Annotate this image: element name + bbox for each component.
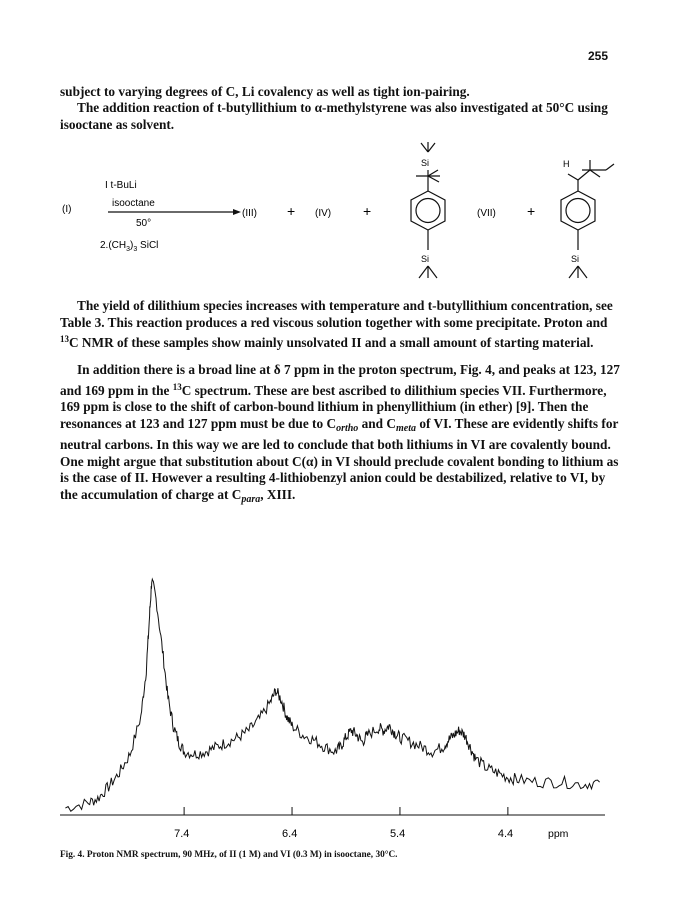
reagent-1: I t-BuLi <box>105 180 137 191</box>
spectrum-trace <box>65 579 599 811</box>
plus-2: + <box>363 203 372 219</box>
paragraph-1: subject to varying degrees of C, Li covalency as well as tight ion-pairing. <box>60 84 470 99</box>
reaction-scheme <box>40 140 640 290</box>
paragraph-4: In addition there is a broad line at δ 7 ppm in the proton spectrum, Fig. 4, and peaks at 123, 127 and 169 ppm in the $^{13}$C spectrum. These are best ascribed to dilithium species VII. Furthermore, 169 ppm is close to the shift of carbon-bound lithium in phenyllithium (in ether) [9]. Then the resonances at 123 and 127 ppm must be due to $C_{ortho}$ and $C_{meta}$ of VI. These are evidently shifts for neutral carbons. In this way we are led to conclude that both lithiums in VI are covalently bound. One might argue that substitution about C(α) in VI should preclude covalent bonding to lithium as is the case of II. However a resulting 4-lithiobenzyl anion could be destabilized, relative to VI, by the accumulation of charge at $C_{para}$, XIII. <box>60 362 620 505</box>
x-tick-label: 4.4 <box>497 828 514 840</box>
si-label-right: Si <box>571 254 580 264</box>
figure-caption: Fig. 4. Proton NMR spectrum, 90 MHz, of II (1 M) and VI (0.3 M) in isooctane, 30°C. <box>60 850 398 860</box>
page-number: 255 <box>588 49 609 63</box>
nmr-spectrum-chart <box>50 560 630 860</box>
paragraph-3: The yield of dilithium species increases with temperature and t-butyllithium concentration, see Table 3. This reaction produces a red viscous solution together with some precipitate. Proton and $^{13}$C NMR of these samples show mainly unsolvated II and a small amount of starting material. <box>60 298 613 350</box>
x-tick-label: 6.4 <box>282 828 298 840</box>
product-iv: (IV) <box>315 208 332 219</box>
x-tick-label: 7.4 <box>174 828 190 840</box>
solvent-label: isooctane <box>112 198 155 209</box>
product-vii: (VII) <box>477 208 496 219</box>
structure-silyl-aryl <box>561 160 614 278</box>
h-label: H <box>563 159 570 169</box>
si-label-top: Si <box>421 158 430 168</box>
plus-1: + <box>287 203 296 219</box>
x-axis-unit: ppm <box>548 828 569 840</box>
reagent-2: $2.(CH_3)_3$ SiCl <box>100 240 159 253</box>
reactant-label: (I) <box>62 204 72 215</box>
si-label-bottom: Si <box>421 254 430 264</box>
paragraph-2: The addition reaction of t-butyllithium to α-methylstyrene was also investigated at 50°C using isooctane as solvent. <box>60 100 608 132</box>
arrowhead <box>233 209 241 215</box>
product-iii: (III) <box>242 208 257 219</box>
x-tick-label: 5.4 <box>389 828 406 840</box>
plus-3: + <box>527 203 536 219</box>
temperature-label: 50° <box>136 218 152 229</box>
